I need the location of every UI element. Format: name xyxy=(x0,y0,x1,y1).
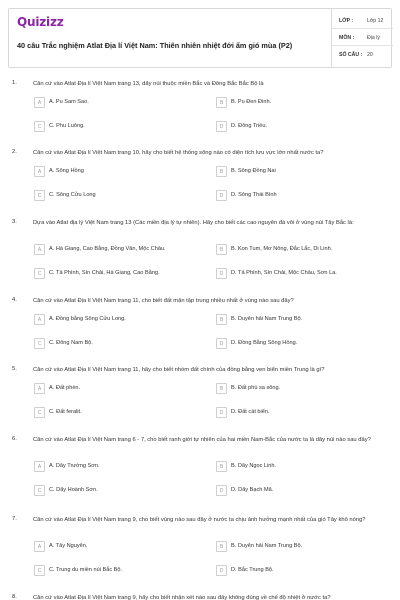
class-row xyxy=(331,13,393,29)
class-value: Lớp 12 xyxy=(367,18,384,24)
option-d[interactable] xyxy=(216,338,375,351)
option-text: D. Bắc Trung Bộ. xyxy=(231,567,274,573)
option-a[interactable] xyxy=(34,166,193,179)
option-text: B. Duyên hải Nam Trung Bộ. xyxy=(231,543,303,549)
question-number: 4. xyxy=(12,297,17,303)
option-text: B. Đất phù sa sông. xyxy=(231,385,281,391)
question-text: Căn cứ vào Atlat Địa lí Việt Nam trang 11, hãy cho biết nhóm đất chính của đồng bằng ven biển miền Trung là gì? xyxy=(33,367,325,373)
question-text: Căn cứ vào Atlat Địa lí Việt Nam trang 10, hãy cho biết hệ thống sông nào có diện tích lưu vực lớn nhất nước ta? xyxy=(33,150,324,156)
option-letter: B xyxy=(216,541,227,552)
option-b[interactable] xyxy=(216,244,375,257)
option-d[interactable] xyxy=(216,121,375,134)
option-letter: D xyxy=(216,121,227,132)
count-value: 20 xyxy=(367,52,373,58)
subject-value: Địa lý xyxy=(367,35,380,41)
option-b[interactable] xyxy=(216,97,375,110)
option-d[interactable] xyxy=(216,485,375,498)
option-letter: C xyxy=(34,565,45,576)
option-letter: D xyxy=(216,485,227,496)
option-text: A. Đồng bằng Sông Cửu Long. xyxy=(49,316,126,322)
option-letter: A xyxy=(34,244,45,255)
option-letter: B xyxy=(216,166,227,177)
option-letter: A xyxy=(34,314,45,325)
question-text: Căn cứ vào Atlat Địa lí Việt Nam trang 6 - 7, cho biết ranh giới tự nhiên của hai miền Nam-Bắc của nước ta là dãy núi nào sau đây? xyxy=(33,437,371,443)
option-a[interactable] xyxy=(34,383,193,396)
option-text: D. Sông Thái Bình xyxy=(231,192,277,198)
option-text: A. Tây Nguyên. xyxy=(49,543,88,549)
option-letter: D xyxy=(216,190,227,201)
option-text: C. Dãy Hoành Sơn. xyxy=(49,487,98,493)
option-d[interactable] xyxy=(216,190,375,203)
option-letter: B xyxy=(216,244,227,255)
option-letter: C xyxy=(34,190,45,201)
option-c[interactable] xyxy=(34,121,193,134)
option-a[interactable] xyxy=(34,461,193,474)
option-a[interactable] xyxy=(34,97,193,110)
option-text: B. Sông Đồng Nai xyxy=(231,168,276,174)
option-c[interactable] xyxy=(34,485,193,498)
question-number: 3. xyxy=(12,219,17,225)
question-number: 1. xyxy=(12,80,17,86)
option-c[interactable] xyxy=(34,565,193,578)
option-text: B. Dãy Ngọc Linh. xyxy=(231,463,277,469)
count-label: SỐ CÂU : xyxy=(339,52,363,58)
option-letter: A xyxy=(34,166,45,177)
option-b[interactable] xyxy=(216,383,375,396)
option-text: A. Sông Hồng xyxy=(49,168,84,174)
question-number: 2. xyxy=(12,149,17,155)
option-text: C. Trung du miền núi Bắc Bộ. xyxy=(49,567,123,573)
option-letter: C xyxy=(34,485,45,496)
question-text: Căn cứ vào Atlat Địa lí Việt Nam trang 9, cho biết vùng nào sau đây ở nước ta chịu ảnh hưởng mạnh nhất của gió Tây khô nóng? xyxy=(33,517,366,523)
question-text: Căn cứ vào Atlat Địa lí Việt Nam trang 9, hãy cho biết nhận xét nào sau đây không đúng về chế độ nhiệt ở nước ta? xyxy=(33,595,331,600)
option-letter: C xyxy=(34,121,45,132)
option-letter: D xyxy=(216,407,227,418)
question-number: 8. xyxy=(12,594,17,600)
question-text: Căn cứ vào Atlat Địa lí Việt Nam trang 13, dãy núi thuộc miền Bắc và Đông Bắc Bắc Bộ là xyxy=(33,81,264,87)
option-text: D. Tả Phình, Sín Chải, Mộc Châu, Sơn La. xyxy=(231,270,337,276)
option-letter: A xyxy=(34,97,45,108)
question-number: 6. xyxy=(12,436,17,442)
worksheet-title: 40 câu Trắc nghiệm Atlat Địa lí Việt Nam: Thiên nhiên nhiệt đới ẩm gió mùa (P2) xyxy=(17,41,293,50)
option-letter: A xyxy=(34,461,45,472)
worksheet-header xyxy=(8,8,392,68)
option-letter: B xyxy=(216,314,227,325)
option-text: B. Kon Tum, Mơ Nông, Đắc Lắc, Di Linh. xyxy=(231,246,333,252)
option-text: C. Sông Cửu Long xyxy=(49,192,96,198)
option-text: C. Tả Phình, Sín Chải, Hà Giang, Cao Bằng. xyxy=(49,270,160,276)
option-letter: C xyxy=(34,407,45,418)
option-text: D. Đồng Bằng Sông Hồng. xyxy=(231,340,298,346)
option-text: D. Đất cát biển. xyxy=(231,409,270,415)
option-letter: A xyxy=(34,541,45,552)
option-letter: D xyxy=(216,268,227,279)
option-text: C. Đông Nam Bộ. xyxy=(49,340,93,346)
option-text: D. Đông Triều. xyxy=(231,123,268,129)
option-b[interactable] xyxy=(216,461,375,474)
quizizz-logo: Quizizz xyxy=(17,15,64,29)
option-letter: C xyxy=(34,268,45,279)
option-a[interactable] xyxy=(34,244,193,257)
option-a[interactable] xyxy=(34,541,193,554)
option-letter: B xyxy=(216,383,227,394)
question-number: 5. xyxy=(12,366,17,372)
option-text: C. Đất feralit. xyxy=(49,409,82,415)
option-text: A. Đất phèn. xyxy=(49,385,81,391)
option-text: B. Duyên hải Nam Trung Bộ. xyxy=(231,316,303,322)
option-d[interactable] xyxy=(216,407,375,420)
option-c[interactable] xyxy=(34,268,193,281)
question-text: Dựa vào Atlat địa lý Việt Nam trang 13 (Các miền địa lý tự nhiên). Hãy cho biết các cao nguyên đá vôi ở vùng núi Tây Bắc là: xyxy=(33,220,354,226)
question-number: 7. xyxy=(12,516,17,522)
option-letter: C xyxy=(34,338,45,349)
option-letter: A xyxy=(34,383,45,394)
option-b[interactable] xyxy=(216,166,375,179)
option-letter: D xyxy=(216,338,227,349)
option-letter: B xyxy=(216,97,227,108)
count-row xyxy=(331,47,393,63)
option-d[interactable] xyxy=(216,268,375,281)
option-c[interactable] xyxy=(34,407,193,420)
option-letter: D xyxy=(216,565,227,576)
option-a[interactable] xyxy=(34,314,193,327)
option-b[interactable] xyxy=(216,541,375,554)
option-text: C. Phu Luông. xyxy=(49,123,85,129)
question-text: Căn cứ vào Atlat Địa lí Việt Nam trang 11, cho biết đất mặn tập trung nhiều nhất ở vùng nào sau đây? xyxy=(33,298,294,304)
option-d[interactable] xyxy=(216,565,375,578)
option-text: A. Hà Giang, Cao Bằng, Đồng Văn, Mộc Châu. xyxy=(49,246,166,252)
option-text: D. Dãy Bạch Mã. xyxy=(231,487,274,493)
option-c[interactable] xyxy=(34,190,193,203)
option-text: A. Dãy Trường Sơn. xyxy=(49,463,100,469)
option-c[interactable] xyxy=(34,338,193,351)
option-text: A. Pu Sam Sao. xyxy=(49,99,89,105)
option-text: B. Pu Đen Đinh. xyxy=(231,99,272,105)
option-b[interactable] xyxy=(216,314,375,327)
class-label: LỚP : xyxy=(339,18,354,24)
subject-label: MÔN : xyxy=(339,35,355,41)
option-letter: B xyxy=(216,461,227,472)
subject-row xyxy=(331,30,393,46)
